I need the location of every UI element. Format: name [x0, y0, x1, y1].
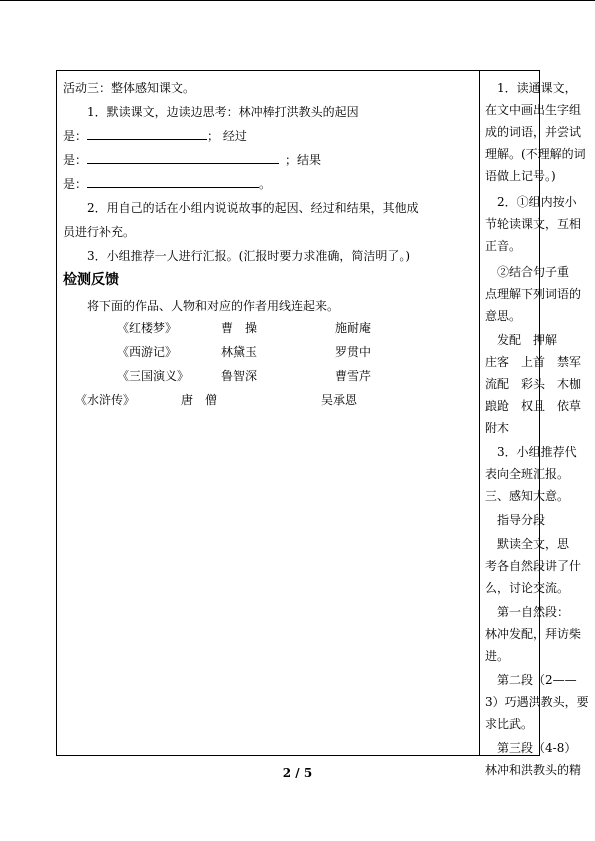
guidance-line: 理解。(不理解的词	[485, 147, 586, 161]
guidance-line: 林冲和洪教头的精	[485, 763, 582, 777]
activity-title: 活动三：整体感知课文。	[63, 81, 196, 95]
author-name: 施耐庵	[335, 321, 372, 335]
author-name: 罗贯中	[335, 345, 372, 359]
question-1: 1．默读课文，边读边思考：林冲棒打洪教头的起因	[87, 105, 359, 119]
author-name: 曹雪芹	[335, 369, 372, 383]
question-3: 3．小组推荐一人进行汇报。(汇报时要力求准确，简洁明了。)	[87, 249, 411, 263]
guidance-line: 语做上记号。)	[485, 169, 556, 183]
question-2-line-2: 员进行补充。	[63, 225, 136, 239]
question-2-line-1: 2．用自己的话在小组内说说故事的起因、经过和结果，其他成	[87, 201, 419, 215]
page-number: 2 / 5	[282, 766, 313, 780]
guidance-line: 庄客 上首 禁军	[485, 355, 582, 369]
guidance-line: 正音。	[485, 239, 522, 253]
answer-suffix: ；结果	[285, 153, 322, 167]
guidance-line: 表向全班汇报。	[485, 467, 570, 481]
guidance-line: 求比武。	[485, 717, 534, 731]
section-heading: 检测反馈	[63, 272, 119, 288]
guidance-line: 进。	[485, 649, 510, 663]
answer-suffix: ； 经过	[207, 129, 247, 143]
guidance-line: 3）巧遇洪教头，要	[485, 695, 589, 709]
answer-line-process	[63, 151, 321, 169]
answer-prefix: 是：	[63, 153, 88, 167]
header-rule	[0, 0, 595, 1]
character-name: 曹 操	[221, 321, 258, 335]
guidance-line: 三、感知大意。	[485, 489, 570, 503]
guidance-line: 流配 彩头 木枷	[485, 377, 582, 391]
guidance-line: 3．小组推荐代	[497, 445, 577, 459]
work-title: 《红楼梦》	[117, 321, 178, 335]
guidance-line: 考各自然段讲了什	[485, 559, 582, 573]
guidance-line: 第二段（2——	[497, 673, 577, 687]
work-title: 《三国演义》	[117, 369, 190, 383]
guidance-line: 林冲发配，拜访柴	[485, 627, 582, 641]
guidance-line: ②结合句子重	[497, 265, 570, 279]
answer-blank[interactable]	[87, 127, 207, 140]
answer-prefix: 是：	[63, 129, 88, 143]
guidance-line: 1．读通课文，	[497, 81, 577, 95]
guidance-line: 节轮读课文，互相	[485, 217, 582, 231]
answer-suffix: 。	[259, 177, 272, 191]
author-name: 吴承恩	[321, 393, 358, 407]
guidance-line: 第一自然段：	[497, 605, 570, 619]
guidance-line: 点理解下列词语的	[485, 287, 582, 301]
guidance-line: 踉跄 权且 依草	[485, 399, 582, 413]
column-divider	[479, 71, 480, 755]
answer-line-cause	[63, 127, 247, 145]
guidance-line: 指导分段	[497, 513, 546, 527]
character-name: 林黛玉	[221, 345, 258, 359]
guidance-line: 第三段（4-8）	[497, 741, 577, 755]
guidance-line: 在文中画出生字组	[485, 103, 582, 117]
matching-instruction: 将下面的作品、人物和对应的作者用线连起来。	[87, 299, 340, 313]
answer-blank[interactable]	[87, 151, 279, 164]
guidance-line: 附木	[485, 421, 510, 435]
answer-line-result	[63, 175, 271, 193]
work-title: 《水浒传》	[75, 393, 136, 407]
guidance-line: 成的词语，并尝试	[485, 125, 582, 139]
character-name: 唐 僧	[181, 393, 218, 407]
work-title: 《西游记》	[117, 345, 178, 359]
guidance-line: 发配 押解	[497, 333, 558, 347]
answer-prefix: 是：	[63, 177, 88, 191]
guidance-line: 么，讨论交流。	[485, 581, 570, 595]
character-name: 鲁智深	[221, 369, 258, 383]
answer-blank[interactable]	[87, 175, 259, 188]
guidance-line: 2．①组内按小	[497, 195, 577, 209]
guidance-line: 意思。	[485, 309, 522, 323]
guidance-line: 默读全文，思	[497, 537, 570, 551]
